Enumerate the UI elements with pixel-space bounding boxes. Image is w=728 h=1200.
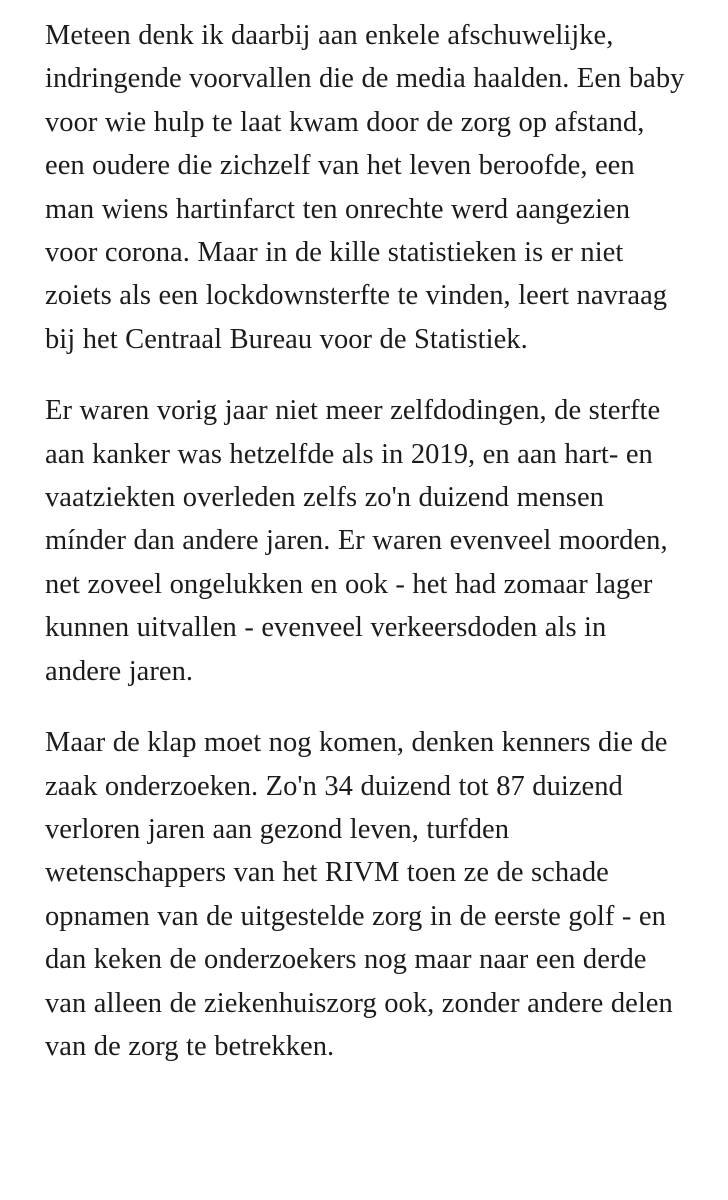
article-paragraph-1: Meteen denk ik daarbij aan enkele afschuwelijke, indringende voorvallen die de media haalden. Een baby voor wie hulp te laat kwam door de zorg op afstand, een oudere die zichzelf van het leven beroofde, een man wiens hartinfarct ten onrechte werd aangezien voor corona. Maar in de kille statistieken is er niet zoiets als een lockdownsterfte te vinden, leert navraag bij het Centraal Bureau voor de Statistiek. xyxy=(45,20,685,355)
article-paragraph-3: Maar de klap moet nog komen, denken kenners die de zaak onderzoeken. Zo'n 34 duizend tot 87 duizend verloren jaren aan gezond leven, turfden wetenschappers van het RIVM toen ze de schade opnamen van de uitgestelde zorg in de eerste golf - en dan keken de onderzoekers nog maar naar een derde van alleen de ziekenhuiszorg ook, zonder andere delen van de zorg te betrekken. xyxy=(45,727,673,1062)
article-paragraph-2: Er waren vorig jaar niet meer zelfdodingen, de sterfte aan kanker was hetzelfde als in 2019, en aan hart- en vaatziekten overleden zelfs zo'n duizend mensen mínder dan andere jaren. Er waren evenveel moorden, net zoveel ongelukken en ook - het had zomaar lager kunnen uitvallen - evenveel verkeersdoden als in andere jaren. xyxy=(45,395,668,687)
